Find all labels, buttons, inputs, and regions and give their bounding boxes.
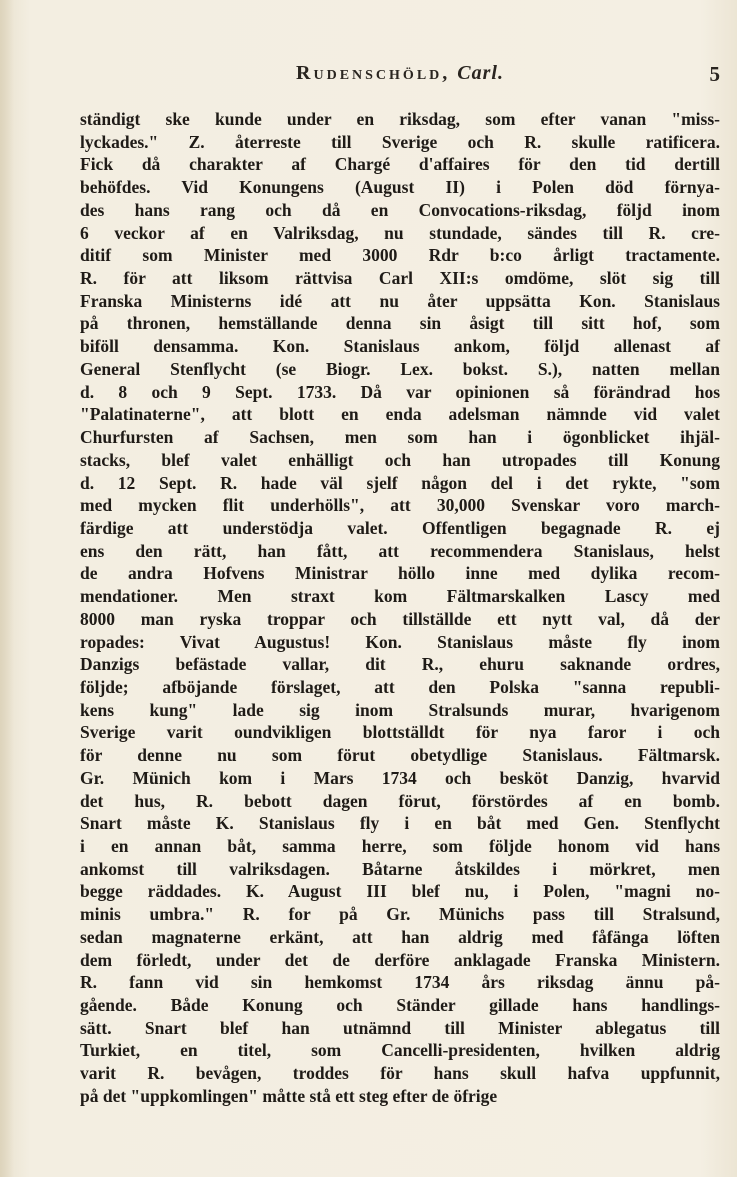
text-line: "Palatinaterne", att blott en enda adelsman nämnde vid valet xyxy=(80,404,720,425)
text-line: Gr. Münich kom i Mars 1734 och besköt Danzig, hvarvid xyxy=(80,767,720,788)
body-text xyxy=(80,108,720,1108)
text-line: ständigt ske kunde under en riksdag, som efter vanan "miss- xyxy=(80,109,720,129)
text-line: på det "uppkomlingen" måtte stå ett steg efter de öfrige xyxy=(80,1085,498,1106)
text-line: med mycken flit underhölls", att 30,000 Svenskar voro march- xyxy=(80,495,720,516)
text-line: följde; afböjande förslaget, att den Polska "sanna republi- xyxy=(80,676,720,697)
text-line: begge räddades. K. August III blef nu, i Polen, "magni no- xyxy=(80,881,720,902)
text-line: det hus, R. bebott dagen förut, förstördes af en bomb. xyxy=(80,790,720,811)
text-line: Snart måste K. Stanislaus fly i en båt med Gen. Stenflycht xyxy=(80,813,720,834)
running-head xyxy=(80,62,720,92)
text-line: Fick då charakter af Chargé d'affaires för den tid dertill xyxy=(80,154,720,175)
text-line: ditif som Minister med 3000 Rdr b:co årligt tractamente. xyxy=(80,245,720,266)
running-title-italic: Carl. xyxy=(457,62,504,84)
text-line: på thronen, hemställande denna sin åsigt till sitt hof, som xyxy=(80,313,720,334)
text-line: Franska Ministerns idé att nu åter uppsätta Kon. Stanislaus xyxy=(80,290,720,311)
text-line: minis umbra." R. for på Gr. Münichs pass till Stralsund, xyxy=(80,904,720,925)
text-line: d. 12 Sept. R. hade väl sjelf någon del i det rykte, "som xyxy=(80,472,720,493)
text-line: stacks, blef valet enhälligt och han utropades till Konung xyxy=(80,449,720,470)
text-line: Turkiet, en titel, som Cancelli-presidenten, hvilken aldrig xyxy=(80,1040,720,1061)
text-line: i en annan båt, samma herre, som följde honom vid hans xyxy=(80,836,720,856)
text-line: General Stenflycht (se Biogr. Lex. bokst. S.), natten mellan xyxy=(80,358,720,379)
spine-shadow xyxy=(0,0,14,1177)
text-line: de andra Hofvens Ministrar höllo inne med dylika recom- xyxy=(80,563,720,584)
text-line: 8000 man ryska troppar och tillställde ett nytt val, då der xyxy=(80,608,720,629)
text-line: R. fann vid sin hemkomst 1734 års riksdag ännu på- xyxy=(80,972,720,993)
text-line: ankomst till valriksdagen. Båtarne åtskildes i mörkret, men xyxy=(80,858,720,879)
text-line: Sverige varit oundvikligen blottställdt för nya faror i och xyxy=(80,722,720,743)
text-line: behöfdes. Vid Konungens (August II) i Polen död förnya- xyxy=(80,177,720,198)
text-line: Churfursten af Sachsen, men som han i ögonblicket ihjäl- xyxy=(80,427,720,448)
text-line: mendationer. Men straxt kom Fältmarskalken Lascy med xyxy=(80,586,720,607)
text-line: d. 8 och 9 Sept. 1733. Då var opinionen så förändrad hos xyxy=(80,381,720,402)
text-line: biföll densamma. Kon. Stanislaus ankom, följd allenast af xyxy=(80,336,720,357)
text-line: gående. Både Konung och Ständer gillade hans handlings- xyxy=(80,995,720,1016)
text-line: kens kung" lade sig inom Stralsunds murar, hvarigenom xyxy=(80,699,720,720)
text-line: lyckades." Z. återreste till Sverige och R. skulle ratificera. xyxy=(80,131,720,152)
text-line: 6 veckor af en Valriksdag, nu stundade, sändes till R. cre- xyxy=(80,222,720,243)
text-line: varit R. bevågen, troddes för hans skull hafva uppfunnit, xyxy=(80,1063,720,1084)
text-line: för denne nu som förut obetydlige Stanislaus. Fältmarsk. xyxy=(80,745,720,766)
running-title-name: Rudenschöld, xyxy=(296,62,451,84)
text-line: sedan magnaterne erkänt, att han aldrig med fåfänga löften xyxy=(80,926,720,947)
text-line: des hans rang och då en Convocations-riksdag, följd inom xyxy=(80,199,720,220)
text-line: ropades: Vivat Augustus! Kon. Stanislaus måste fly inom xyxy=(80,631,720,652)
text-line: dem förledt, under det de derföre anklagade Franska Ministern. xyxy=(80,949,720,970)
text-line: ens den rätt, han fått, att recommendera Stanislaus, helst xyxy=(80,540,720,561)
text-line: Danzigs befästade vallar, dit R., ehuru saknande ordres, xyxy=(80,654,720,675)
text-line: R. för att liksom rättvisa Carl XII:s omdöme, slöt sig till xyxy=(80,268,720,289)
page-number: 5 xyxy=(709,62,720,86)
text-line: färdige att understödja valet. Offentligen begagnade R. ej xyxy=(80,517,720,538)
running-title xyxy=(80,62,720,85)
text-line: sätt. Snart blef han utnämnd till Minister ablegatus till xyxy=(80,1017,720,1038)
